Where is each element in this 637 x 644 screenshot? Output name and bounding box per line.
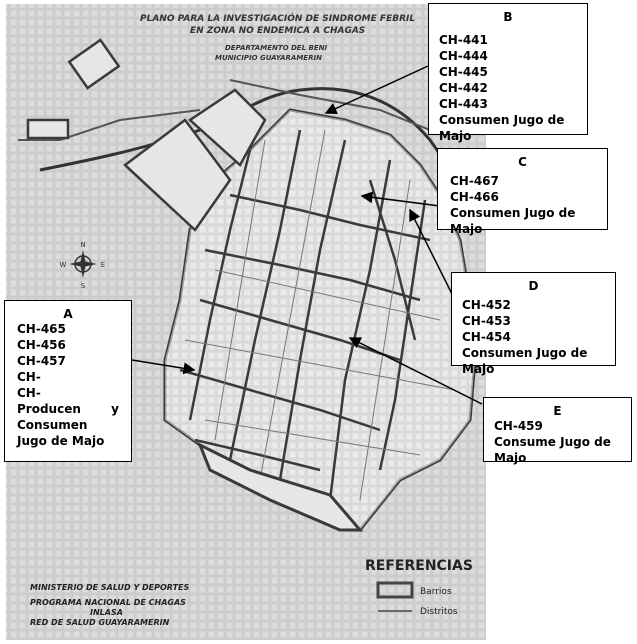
callout-a-code-4: CH-	[17, 370, 41, 384]
callout-d-code-2: CH-453	[462, 314, 511, 328]
callout-a-code-1: CH-465	[17, 322, 66, 336]
footer-ministry: MINISTERIO DE SALUD Y DEPORTES	[30, 583, 190, 592]
callout-a-code-5: CH-	[17, 386, 41, 400]
callout-b-code-4: CH-442	[439, 81, 488, 95]
callout-d-code-1: CH-452	[462, 298, 511, 312]
callout-a-code-3: CH-457	[17, 354, 66, 368]
callout-a-text: Producen y Consumen Jugo de Majo	[17, 402, 119, 448]
map-title-2: EN ZONA NO ENDEMICA A CHAGAS	[190, 26, 366, 36]
compass-n: N	[80, 241, 86, 249]
callout-b-code-3: CH-445	[439, 65, 488, 79]
callout-e-letter: E	[553, 404, 562, 418]
callout-b-code-5: CH-443	[439, 97, 488, 111]
barrio-west	[28, 120, 68, 138]
callout-d-letter: D	[528, 279, 539, 293]
callout-c-code-2: CH-466	[450, 190, 499, 204]
compass-w: W	[59, 261, 67, 269]
callout-c	[437, 148, 608, 236]
callout-b-letter: B	[503, 10, 513, 24]
map-department: DEPARTAMENTO DEL BENI	[225, 44, 328, 52]
callout-e	[483, 397, 632, 465]
callout-b-code-1: CH-441	[439, 33, 488, 47]
callout-c-text: Consumen Jugo de Majo	[450, 206, 576, 236]
callout-e-text: Consume Jugo de Majo	[494, 435, 611, 465]
legend-distritos: Distritos	[420, 607, 458, 617]
callout-d-code-3: CH-454	[462, 330, 511, 344]
callout-b-code-2: CH-444	[439, 49, 488, 63]
footer-network: RED DE SALUD GUAYARAMERIN	[30, 618, 170, 627]
callout-a-code-2: CH-456	[17, 338, 66, 352]
callout-b	[428, 3, 588, 143]
callout-a-letter: A	[63, 307, 73, 321]
callout-a	[4, 300, 132, 462]
callout-b-text: Consumen Jugo de Majo	[439, 113, 565, 143]
compass-s: S	[80, 282, 86, 290]
callout-e-code-1: CH-459	[494, 419, 543, 433]
callout-d-text: Consumen Jugo de Majo	[462, 346, 588, 376]
map-title-1: PLANO PARA LA INVESTIGACIÓN DE SINDROME FEBRIL	[140, 14, 416, 24]
footer-inlasa: INLASA	[90, 608, 123, 617]
callout-c-letter: C	[518, 155, 527, 169]
callout-c-code-1: CH-467	[450, 174, 499, 188]
map-municipality: MUNICIPIO GUAYARAMERIN	[215, 54, 322, 62]
compass-e: E	[100, 261, 106, 269]
footer-program: PROGRAMA NACIONAL DE CHAGAS	[30, 598, 186, 607]
callout-d	[451, 272, 616, 376]
legend-title: REFERENCIAS	[365, 558, 473, 574]
legend-barrios: Barrios	[420, 587, 452, 597]
